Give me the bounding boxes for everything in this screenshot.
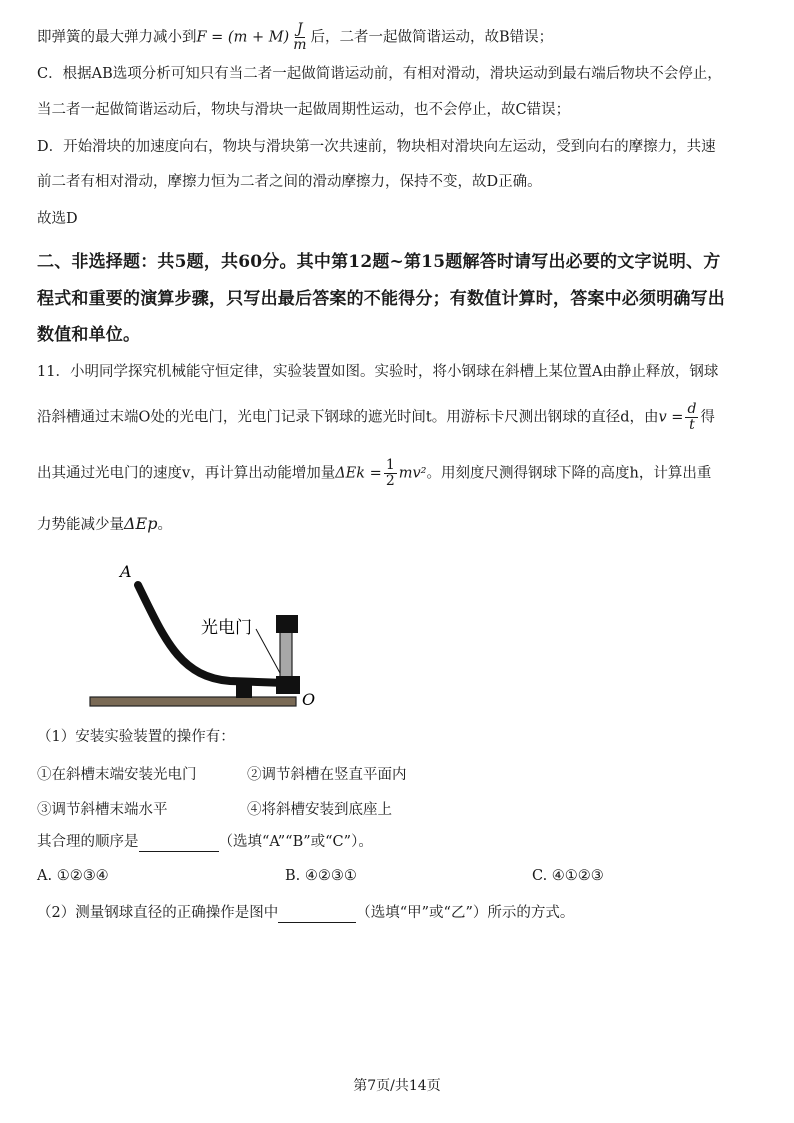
op-4: ④将斜槽安装到底座上 bbox=[247, 802, 392, 818]
choice-c[interactable]: C. ④①②③ bbox=[532, 868, 604, 884]
page-footer: 第7页/共14页 bbox=[353, 1078, 441, 1094]
section2-line1: 二、非选择题：共5题，共60分。其中第12题~第15题解答时请写出必要的文字说明、方 bbox=[37, 252, 721, 272]
op-2: ②调节斜槽在竖直平面内 bbox=[247, 767, 407, 783]
apparatus-figure bbox=[80, 555, 320, 715]
formula-mv2: mv² bbox=[398, 465, 427, 482]
section2-line3: 数值和单位。 bbox=[37, 325, 141, 345]
fraction-one-half: $\frac{1}{2}$ bbox=[385, 457, 395, 489]
photogate-pointer-line bbox=[256, 629, 280, 673]
choice-a[interactable]: A. ①②③④ bbox=[37, 868, 109, 884]
answer-c-line2: 当二者一起做简谐运动后，物块与滑块一起做周期性运动，也不会停止，故C错误； bbox=[37, 102, 571, 118]
formula-force: F = (m + M) bbox=[196, 29, 290, 46]
answer-d-line1: D．开始滑块的加速度向右，物块与滑块第一次共速前，物块相对滑块向左运动，受到向右的摩擦力，共速 bbox=[37, 139, 716, 155]
base-plate bbox=[90, 697, 296, 706]
q11-line2: 沿斜槽通过末端O处的光电门，光电门记录下钢球的遮光时间t。用游标卡尺测出钢球的直径d，由v = $\frac{d}{t}$ 得 bbox=[37, 401, 715, 433]
q11-line3: 出其通过光电门的速度v，再计算出动能增加量ΔEk = $\frac{1}{2}$ mv²。用刻度尺测得钢球下降的高度h，计算出重 bbox=[37, 457, 712, 489]
photogate-bottom-block bbox=[276, 676, 300, 694]
label-point-o: O bbox=[302, 690, 316, 709]
fraction-j-over-m: $\frac{J}{m}$ bbox=[293, 21, 307, 53]
photogate-stand bbox=[280, 631, 292, 679]
sub2-prompt: （2）测量钢球直径的正确操作是图中 （选填“甲”或“乙”）所示的方式。 bbox=[37, 905, 575, 921]
fraction-d-over-t: $\frac{d}{t}$ bbox=[687, 401, 697, 433]
answer-choice: 故选D bbox=[37, 211, 78, 227]
answer-c-line1: C．根据AB选项分析可知只有当二者一起做简谐运动前，有相对滑动，滑块运动到最右端后物块不会停止， bbox=[37, 66, 722, 82]
formula-v: v = bbox=[658, 409, 684, 426]
sub1-title: （1）安装实验装置的操作有： bbox=[37, 729, 235, 745]
answer-b-conclusion bbox=[37, 22, 764, 53]
q11-line4: 力势能减少量ΔEp。 bbox=[37, 514, 172, 533]
op-3: ③调节斜槽末端水平 bbox=[37, 802, 168, 818]
track-support bbox=[236, 683, 252, 698]
photogate-top-block bbox=[276, 615, 298, 633]
section2-line2: 程式和重要的演算步骤，只写出最后答案的不能得分；有数值计算时，答案中必须明确写出 bbox=[37, 289, 725, 309]
sub2-answer-blank[interactable] bbox=[278, 906, 356, 923]
label-photogate: 光电门 bbox=[201, 618, 252, 638]
label-point-a: A bbox=[120, 562, 132, 581]
answer-b-tail: 后，二者一起做简谐运动，故B错误； bbox=[310, 29, 554, 46]
choice-b[interactable]: B. ④②③① bbox=[285, 868, 357, 884]
answer-b-text: 即弹簧的最大弹力减小到 bbox=[37, 29, 197, 46]
order-prompt: 其合理的顺序是 （选填“A”“B”或“C”）。 bbox=[37, 834, 373, 850]
q11-line1: 11．小明同学探究机械能守恒定律，实验装置如图。实验时，将小钢球在斜槽上某位置A由静止释放，钢球 bbox=[37, 364, 719, 380]
formula-delta-ep: ΔEp bbox=[124, 514, 158, 533]
op-1: ①在斜槽末端安装光电门 bbox=[37, 767, 197, 783]
answer-d-line2: 前二者有相对滑动，摩擦力恒为二者之间的滑动摩擦力，保持不变，故D正确。 bbox=[37, 174, 542, 190]
formula-delta-ek: ΔEk = bbox=[335, 465, 382, 482]
order-answer-blank[interactable] bbox=[139, 835, 219, 852]
